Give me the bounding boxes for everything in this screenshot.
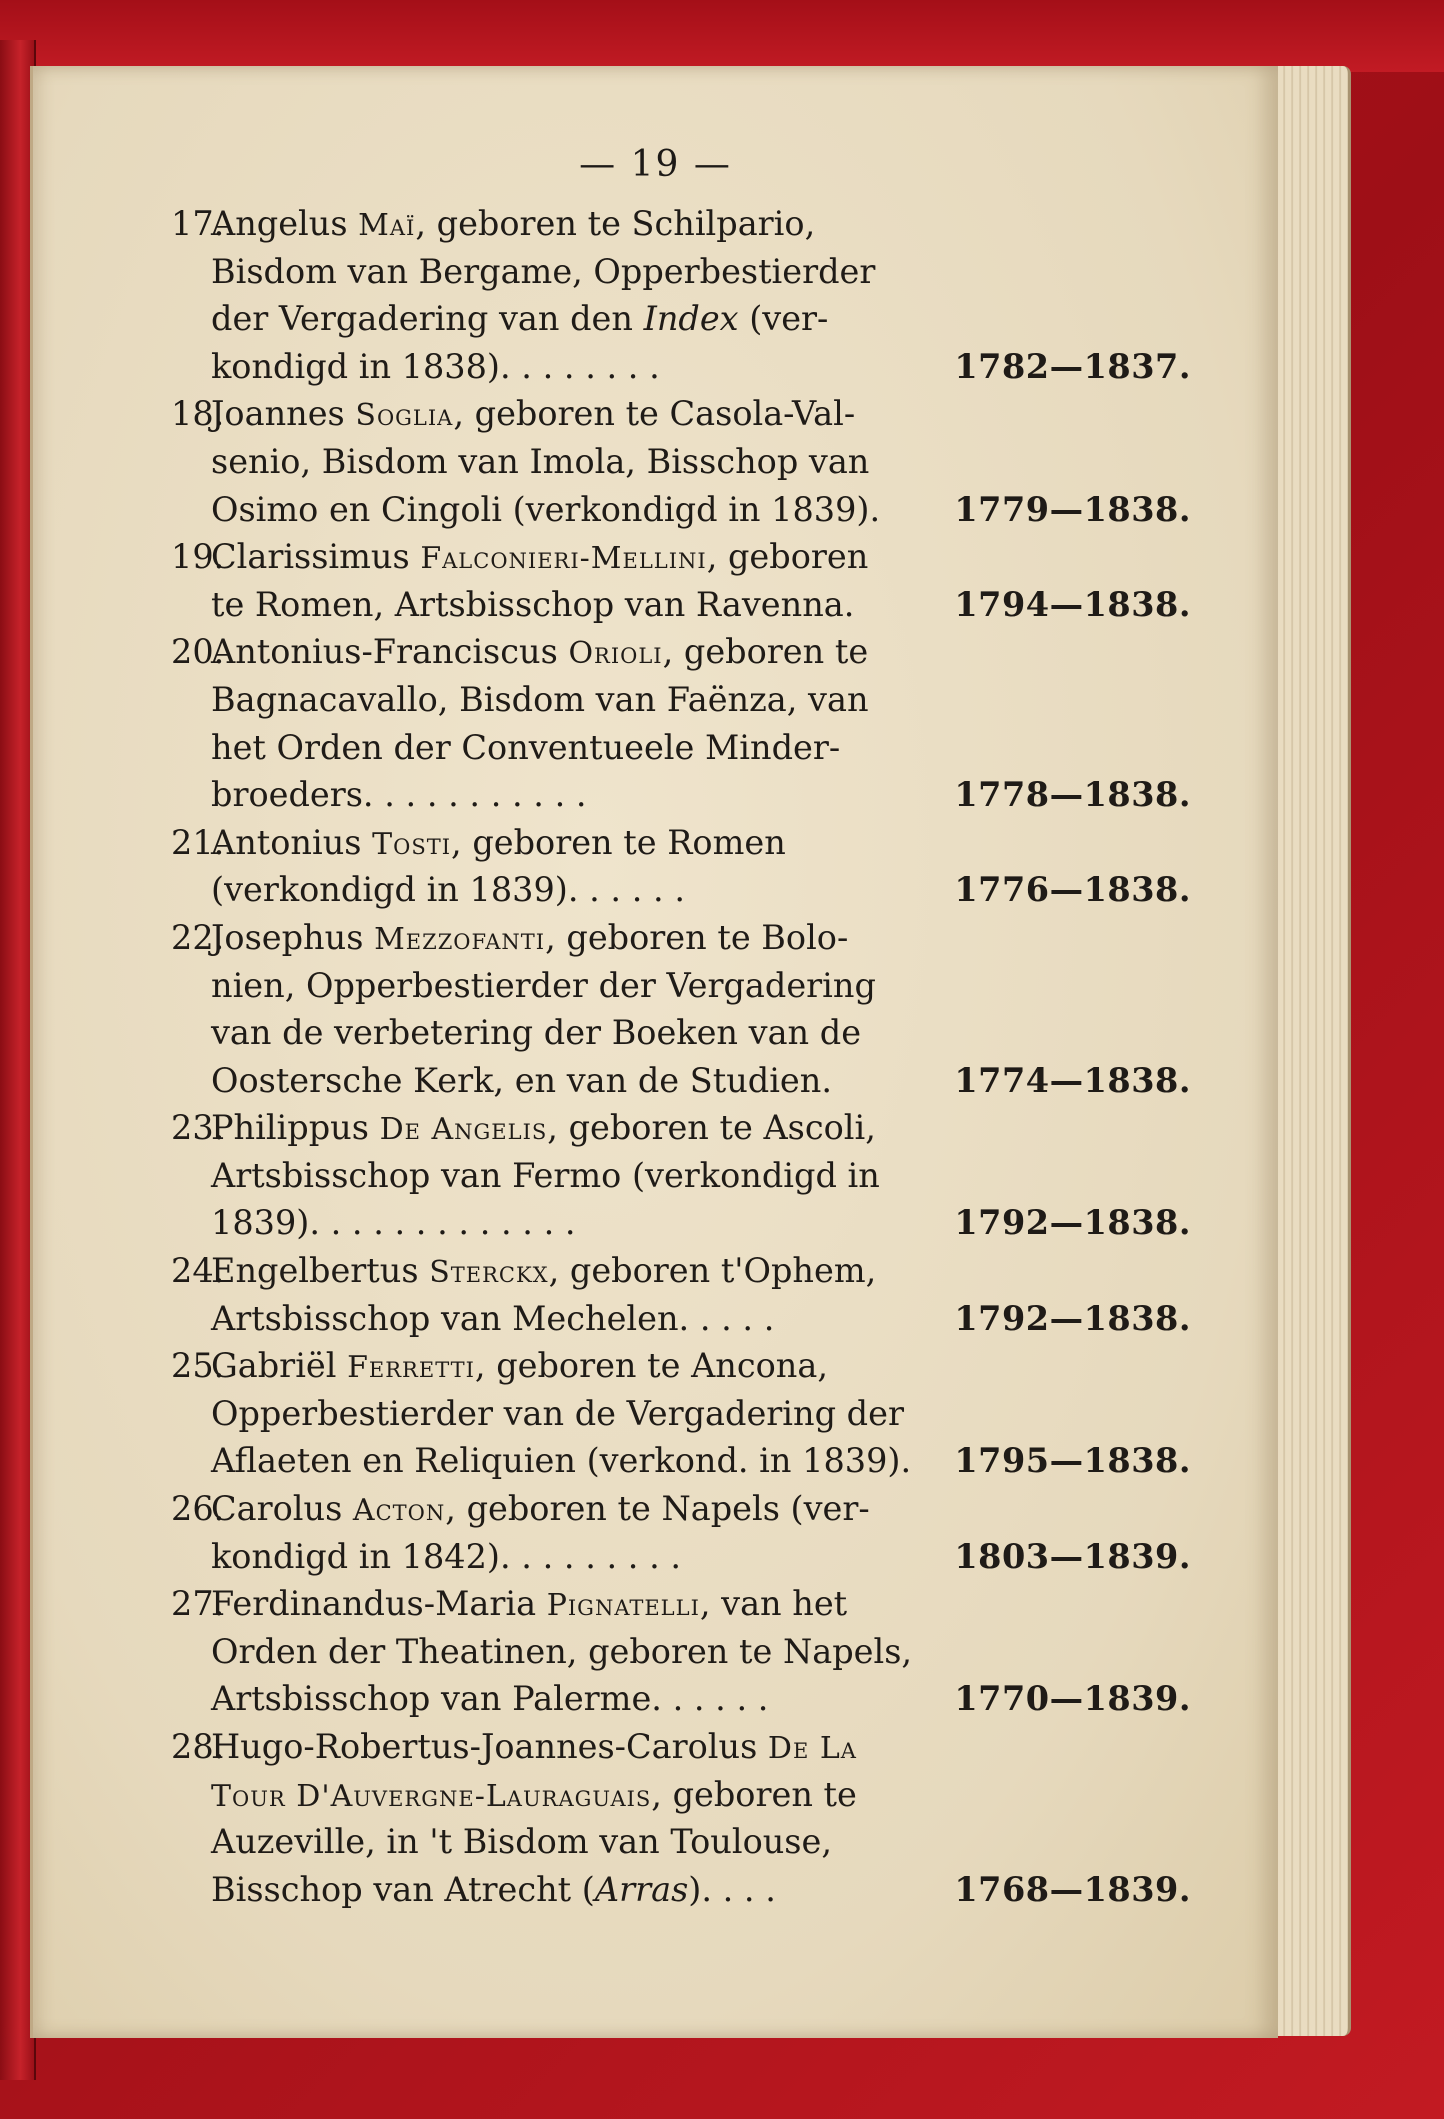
entry-text <box>211 1866 776 1914</box>
entry-line <box>171 1295 1191 1343</box>
entry-line <box>171 438 1151 486</box>
list-entry <box>171 1723 1191 1913</box>
life-years: 1779—1838. <box>954 489 1191 529</box>
person-name: Soglia <box>355 398 454 434</box>
entry-line <box>171 581 1191 629</box>
text-run: Bisdom van Bergame, Opperbestierder <box>211 251 876 291</box>
entry-text <box>211 1199 576 1247</box>
entry-text <box>211 724 840 772</box>
text-run: Antonius-Franciscus <box>211 632 569 672</box>
entry-line <box>171 1723 1151 1771</box>
list-entry <box>171 1485 1191 1580</box>
text-run: Bisschop van Atrecht ( <box>211 1869 595 1909</box>
person-name: Sterckx <box>429 1255 549 1291</box>
text-run: Artsbisschop van Palerme. . . . . . <box>211 1679 769 1719</box>
text-run: Joannes <box>211 394 356 434</box>
life-years: 1768—1839. <box>954 1869 1191 1909</box>
text-run: senio, Bisdom van Imola, Bisschop van <box>211 441 870 481</box>
text-run: , geboren te Bolo- <box>545 917 849 957</box>
text-run: Carolus <box>211 1489 353 1529</box>
entry-number: 21. <box>171 822 225 862</box>
entry-text <box>211 1580 847 1630</box>
entry-text <box>211 914 848 964</box>
text-run: , geboren te Ancona, <box>474 1346 828 1386</box>
entry-line <box>171 343 1191 391</box>
text-run: Artsbisschop van Mechelen. . . . . <box>211 1298 775 1338</box>
list-entry <box>171 819 1191 914</box>
life-years: 1782—1837. <box>954 346 1191 386</box>
text-run: Philippus <box>211 1108 380 1148</box>
person-name: Ferretti <box>347 1350 475 1386</box>
text-run: , van het <box>699 1584 848 1624</box>
entry-number: 24. <box>171 1251 225 1291</box>
text-run: te Romen, Artsbisschop van Ravenna. <box>211 584 855 624</box>
entry-line <box>171 771 1191 819</box>
text-run: Artsbisschop van Fermo (verkondigd in <box>211 1155 880 1195</box>
entry-text <box>211 962 876 1010</box>
italic-term: Index <box>643 299 739 339</box>
entry-text <box>211 390 855 440</box>
person-name: Mezzofanti <box>374 921 546 957</box>
entry-line <box>171 390 1151 438</box>
entry-line <box>171 1152 1151 1200</box>
entry-line <box>171 1199 1191 1247</box>
entry-text <box>211 1390 904 1438</box>
person-name: Pignatelli <box>546 1588 700 1624</box>
page-number: — 19 — <box>579 144 732 185</box>
text-run: , geboren <box>706 537 869 577</box>
entry-line <box>171 1866 1191 1914</box>
life-years: 1778—1838. <box>954 775 1191 815</box>
text-run: 1839). . . . . . . . . . . . . <box>211 1203 576 1243</box>
entry-number: 28. <box>171 1727 225 1766</box>
entry-line <box>171 676 1151 724</box>
text-run: , geboren te Napels (ver- <box>445 1489 870 1529</box>
entry-text <box>211 819 786 869</box>
text-run: Aflaeten en Reliquien (verkond. in 1839). <box>211 1441 912 1481</box>
entry-line <box>171 1390 1151 1438</box>
text-run: (verkondigd in 1839). . . . . . <box>211 870 685 910</box>
entry-text <box>211 486 880 534</box>
entry-line <box>171 866 1191 914</box>
text-run: , geboren te Ascoli, <box>547 1108 876 1148</box>
entry-line <box>171 1342 1151 1390</box>
text-run: Bagnacavallo, Bisdom van Faënza, van <box>211 679 869 719</box>
text-run: , geboren te <box>662 632 869 672</box>
entry-text <box>211 438 869 486</box>
text-run: het Orden der Conventueele Minder- <box>211 727 841 767</box>
list-entry <box>171 390 1191 533</box>
entry-line <box>171 914 1151 962</box>
entry-text <box>211 1009 861 1057</box>
book-page <box>30 66 1278 2038</box>
entry-line <box>171 1628 1151 1676</box>
list-entry <box>171 1342 1191 1485</box>
entry-line <box>171 1533 1191 1581</box>
life-years: 1776—1838. <box>954 870 1191 910</box>
entry-number: 27. <box>171 1584 225 1624</box>
entry-number: 19. <box>171 537 225 577</box>
text-run: Clarissimus <box>211 537 421 577</box>
list-entry <box>171 628 1191 818</box>
life-years: 1792—1838. <box>954 1298 1191 1338</box>
entry-line <box>171 1485 1151 1533</box>
entry-text <box>211 200 815 250</box>
life-years: 1794—1838. <box>954 584 1191 624</box>
list-entry <box>171 533 1191 628</box>
text-run: Hugo-Robertus-Joannes-Carolus <box>211 1727 768 1766</box>
text-run: Engelbertus <box>211 1251 430 1291</box>
text-run: Orden der Theatinen, geboren te Napels, <box>211 1631 913 1671</box>
entry-line <box>171 1675 1191 1723</box>
entry-line <box>171 200 1151 248</box>
cardinal-list <box>171 200 1191 1913</box>
entry-text <box>211 866 685 914</box>
entry-line <box>171 1818 1151 1866</box>
entry-line <box>171 1437 1191 1485</box>
text-run: Ferdinandus-Maria <box>211 1584 547 1624</box>
text-run: nien, Opperbestierder der Vergadering <box>211 965 876 1005</box>
text-run: ). . . . <box>688 1869 776 1909</box>
life-years: 1795—1838. <box>954 1441 1191 1481</box>
entry-text <box>211 295 828 343</box>
entry-line <box>171 295 1151 343</box>
life-years: 1792—1838. <box>954 1203 1191 1243</box>
text-run: , geboren t'Ophem, <box>548 1251 877 1291</box>
entry-line <box>171 248 1151 296</box>
person-name: De Angelis <box>379 1112 548 1148</box>
text-run: Antonius <box>211 822 373 862</box>
text-run: , geboren te Casola-Val- <box>453 394 856 434</box>
entry-text <box>211 248 875 296</box>
list-entry <box>171 914 1191 1104</box>
text-run: der Vergadering van den <box>211 299 644 339</box>
life-years: 1774—1838. <box>954 1060 1191 1100</box>
entry-text <box>211 1485 870 1535</box>
list-entry <box>171 200 1191 390</box>
entry-text <box>211 1057 832 1105</box>
entry-text <box>211 676 869 724</box>
entry-number: 25. <box>171 1346 225 1386</box>
entry-text <box>211 1152 880 1200</box>
person-name: De La <box>767 1731 857 1766</box>
entry-number: 26. <box>171 1489 225 1529</box>
person-name: Orioli <box>568 636 663 672</box>
entry-text <box>211 771 587 819</box>
text-run: , geboren te Romen <box>451 822 786 862</box>
text-run: Angelus <box>211 204 359 243</box>
entry-line <box>171 533 1151 581</box>
entry-line <box>171 1247 1151 1295</box>
text-run: Opperbestierder van de Vergadering der <box>211 1393 904 1433</box>
list-entry <box>171 1247 1191 1342</box>
entry-text <box>211 1533 681 1581</box>
entry-text <box>211 1247 876 1297</box>
text-run: kondigd in 1838). . . . . . . . <box>211 346 660 386</box>
person-name: Tosti <box>372 826 452 862</box>
text-run: kondigd in 1842). . . . . . . . . <box>211 1536 682 1576</box>
text-run: Osimo en Cingoli (verkondigd in 1839). <box>211 489 881 529</box>
entry-number: 23. <box>171 1108 225 1148</box>
italic-term: Arras <box>594 1869 689 1909</box>
person-name: Tour D'Auvergne-Lauraguais <box>211 1778 652 1814</box>
entry-number: 20. <box>171 632 225 672</box>
entry-number: 22. <box>171 917 225 957</box>
entry-number: 17. <box>171 204 225 243</box>
life-years: 1803—1839. <box>954 1536 1191 1576</box>
person-name: Falconieri-Mellini <box>420 541 707 577</box>
entry-line <box>171 962 1151 1010</box>
entry-text <box>211 1675 768 1723</box>
entry-text <box>211 1295 774 1343</box>
entry-line <box>171 1009 1151 1057</box>
entry-line <box>171 819 1151 867</box>
text-run: , geboren te Schilpario, <box>415 204 816 243</box>
entry-text <box>211 1818 832 1866</box>
entry-line <box>171 628 1151 676</box>
entry-line <box>171 1104 1151 1152</box>
text-run: van de verbetering der Boeken van de <box>211 1013 862 1053</box>
entry-text <box>211 1723 857 1773</box>
text-run: , geboren te <box>651 1774 857 1814</box>
life-years: 1770—1839. <box>954 1679 1191 1719</box>
text-run: broeders. . . . . . . . . . . <box>211 775 587 815</box>
entry-text <box>211 628 868 678</box>
person-name: Acton <box>352 1493 446 1529</box>
entry-line <box>171 1580 1151 1628</box>
entry-text <box>211 1771 857 1821</box>
text-run: (ver- <box>738 299 829 339</box>
text-run: Oostersche Kerk, en van de Studien. <box>211 1060 832 1100</box>
list-entry <box>171 1104 1191 1247</box>
entry-text <box>211 533 868 583</box>
entry-line <box>171 1057 1191 1105</box>
entry-line <box>171 486 1191 534</box>
entry-text <box>211 1437 911 1485</box>
entry-text <box>211 581 854 629</box>
entry-text <box>211 343 660 391</box>
entry-text <box>211 1342 828 1392</box>
cover-top-edge <box>0 0 1444 72</box>
text-run: Auzeville, in 't Bisdom van Toulouse, <box>211 1822 832 1862</box>
entry-text <box>211 1628 912 1676</box>
entry-line <box>171 1771 1151 1819</box>
entry-line <box>171 724 1151 772</box>
list-entry <box>171 1580 1191 1723</box>
text-run: Gabriël <box>211 1346 348 1386</box>
text-run: Josephus <box>211 917 375 957</box>
entry-text <box>211 1104 876 1154</box>
entry-number: 18. <box>171 394 225 434</box>
person-name: Maï <box>358 208 416 243</box>
